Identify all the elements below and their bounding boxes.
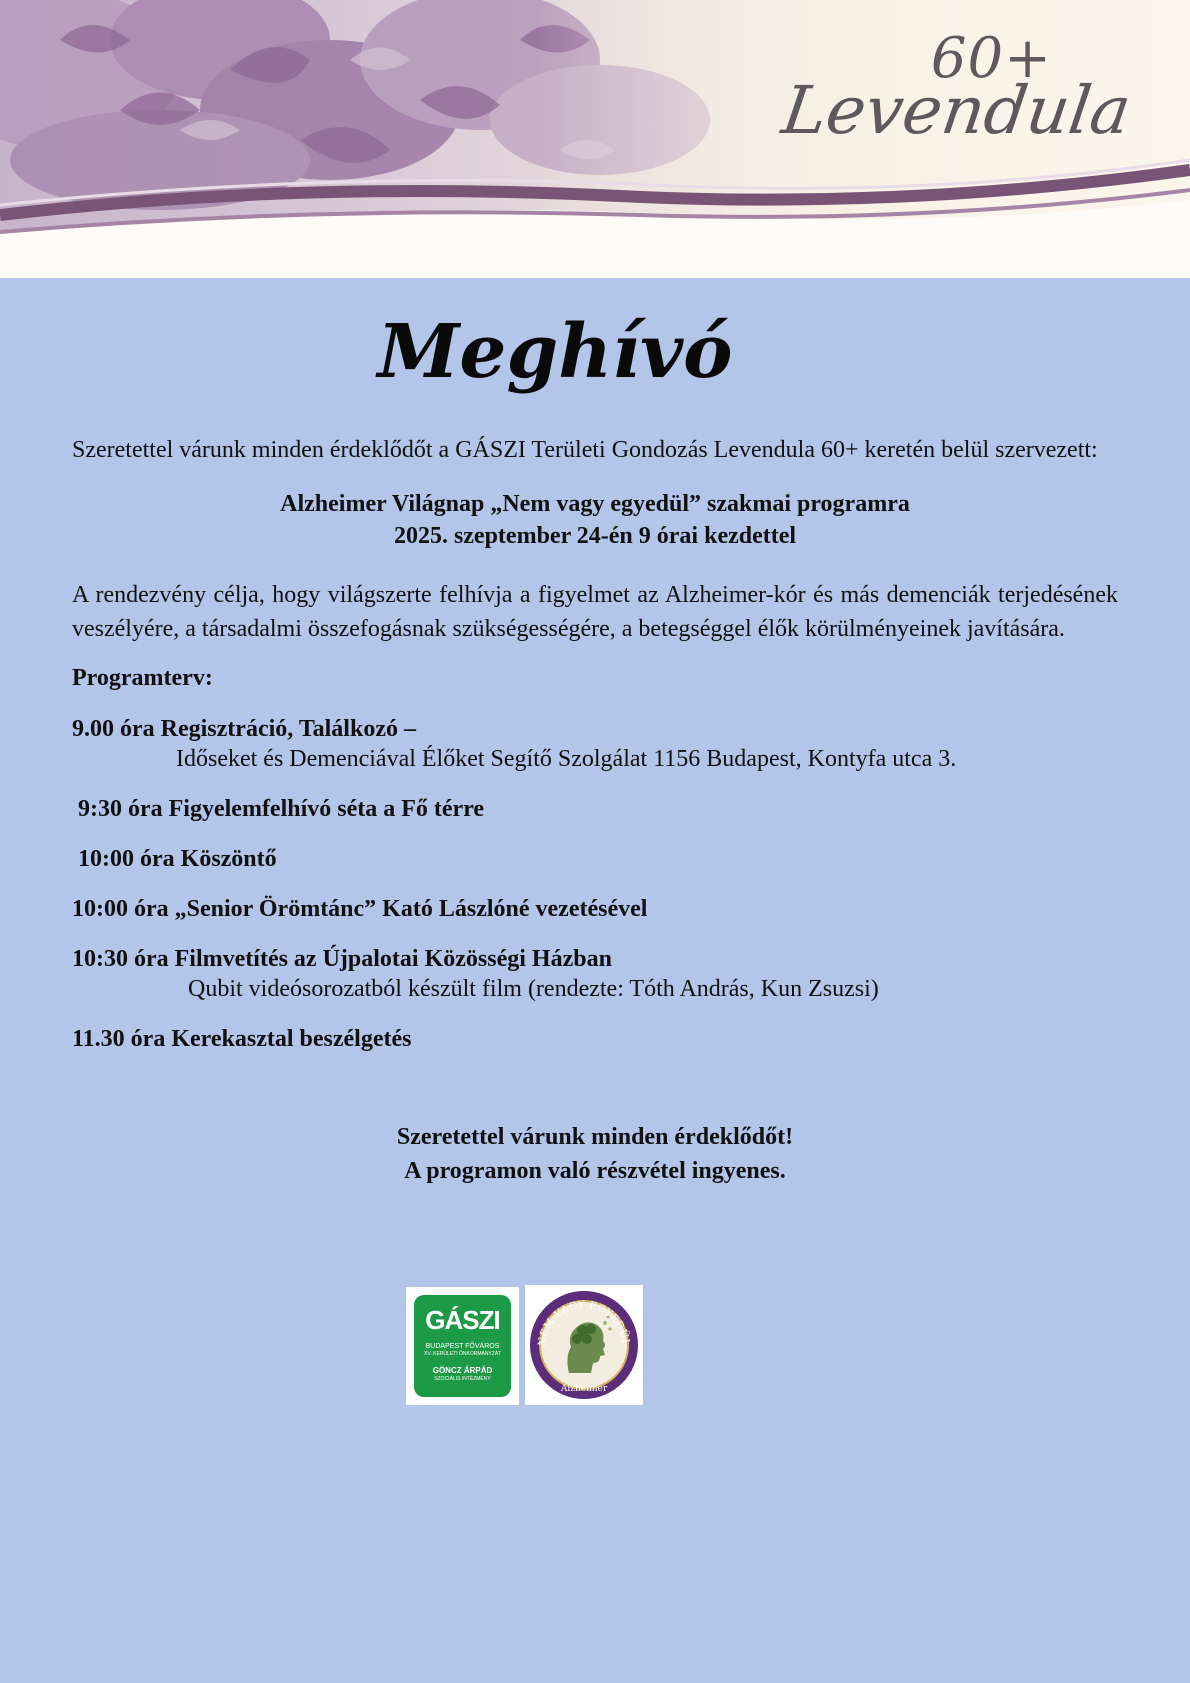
brand-number: 60+ <box>930 26 1052 91</box>
event-headline <box>72 488 1118 552</box>
program-item-detail: Qubit videósorozatból készült film (rendezte: Tóth András, Kun Zsuzsi) <box>188 976 879 1002</box>
gaszi-logo-line: BUDAPEST FŐVÁROS <box>425 1343 500 1350</box>
page-title: Meghívó <box>377 309 733 395</box>
program-item <box>72 944 1118 1004</box>
nve-top-text: NEM VAGY EGYEDÜL <box>536 1299 632 1347</box>
gaszi-logo <box>406 1287 519 1405</box>
gaszi-logo-line: GÖNCZ ÁRPÁD <box>432 1366 493 1375</box>
program-item <box>72 894 1118 924</box>
nve-bottom-text: Alzheimer <box>560 1384 608 1394</box>
purpose-text: A rendezvény célja, hogy világszerte felhívja a figyelmet az Alzheimer-kór és más demenciák terjedésének veszélyére, a társadalmi összefogásnak szükségességére, a betegséggel élők körülményeinek javítására. <box>72 582 1118 642</box>
program-item-time-title: 9:30 óra Figyelemfelhívó séta a Fő térre <box>78 796 485 822</box>
nem-vagy-egyedul-logo <box>525 1285 643 1405</box>
gaszi-logo-line: SZOCIÁLIS INTÉZMÉNY <box>434 1376 491 1382</box>
invitation-content <box>72 300 1118 1188</box>
program-item-time-title: 10:00 óra „Senior Örömtánc” Kató Lászlóné vezetésével <box>72 896 648 922</box>
alzheimer-head-icon <box>525 1285 643 1405</box>
program-item-time-title: 9.00 óra Regisztráció, Találkozó – <box>72 716 416 742</box>
brand-name: Levendula <box>777 72 1136 149</box>
program-item <box>72 1024 1118 1054</box>
intro-text: Szeretettel várunk minden érdeklődőt a GÁSZI Területi Gondozás Levendula 60+ keretén belül szervezett: <box>72 437 1098 463</box>
program-item-detail: Időseket és Demenciával Élőket Segítő Szolgálat 1156 Budapest, Kontyfa utca 3. <box>176 746 957 772</box>
program-item-time-title: 11.30 óra Kerekasztal beszélgetés <box>72 1026 412 1052</box>
program-item-time-title: 10:30 óra Filmvetítés az Újpalotai Közösségi Házban <box>72 946 612 972</box>
closing-free-entry: A programon való részvétel ingyenes. <box>404 1158 786 1184</box>
event-name: Alzheimer Világnap „Nem vagy egyedül” szakmai programra <box>280 491 910 517</box>
program-item <box>72 844 1118 874</box>
closing-text <box>72 1120 1118 1188</box>
gaszi-logo-line: XV. KERÜLETI ÖNKORMÁNYZAT <box>424 1351 501 1357</box>
event-date: 2025. szeptember 24-én 9 órai kezdettel <box>393 523 797 549</box>
gaszi-logo-mark: GÁSZI <box>425 1305 500 1335</box>
program-title: Programterv: <box>72 665 213 691</box>
program-item-time-title: 10:00 óra Köszöntő <box>78 846 277 872</box>
header-banner <box>0 0 1190 278</box>
program-item <box>72 794 1118 824</box>
program-item <box>72 714 1118 774</box>
closing-welcome: Szeretettel várunk minden érdeklődőt! <box>396 1124 794 1150</box>
brand-logo <box>710 18 1136 149</box>
